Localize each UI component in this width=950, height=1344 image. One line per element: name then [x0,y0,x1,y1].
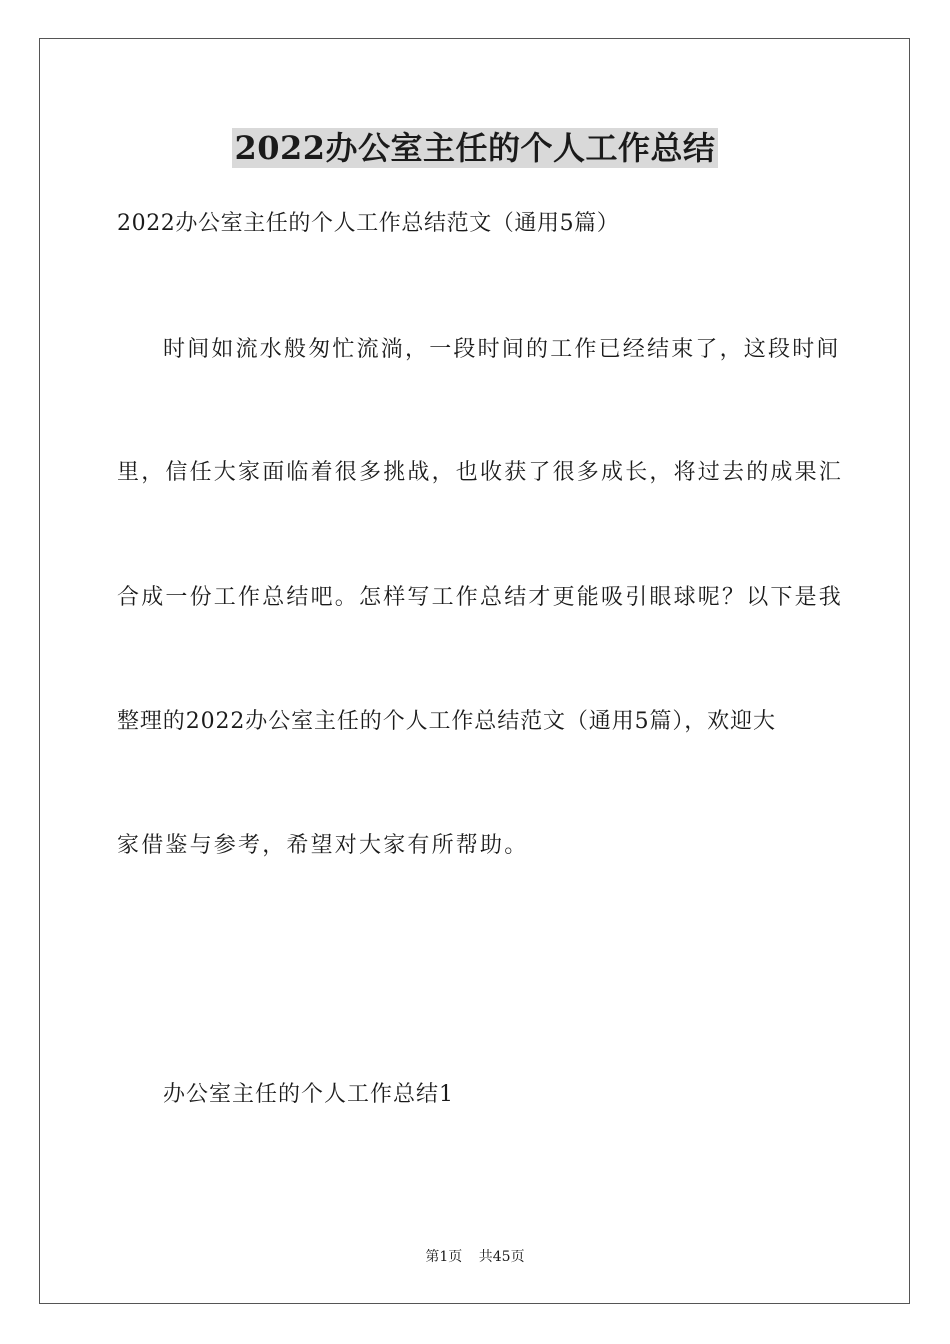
paragraph-line: 时间如流水般匆忙流淌，一段时间的工作已经结束了，这段时间 [163,337,841,362]
page-number: 第1页 [425,1249,463,1265]
paragraph-line: 里，信任大家面临着很多挑战，也收获了很多成长，将过去的成果汇 [117,460,844,485]
paragraph-line: 家借鉴与参考，希望对大家有所帮助。 [117,833,529,858]
title-wrap [0,128,950,168]
paragraph-line: 合成一份工作总结吧。怎样写工作总结才更能吸引眼球呢？以下是我 [117,585,844,610]
page-footer [0,1248,950,1266]
paragraph-line: 整理的2022办公室主任的个人工作总结范文（通用5篇），欢迎大 [117,709,776,734]
section-heading: 办公室主任的个人工作总结1 [163,1082,454,1107]
document-title: 2022办公室主任的个人工作总结 [234,129,716,167]
page-total: 共45页 [478,1249,525,1265]
document-subtitle: 2022办公室主任的个人工作总结范文（通用5篇） [117,211,620,236]
